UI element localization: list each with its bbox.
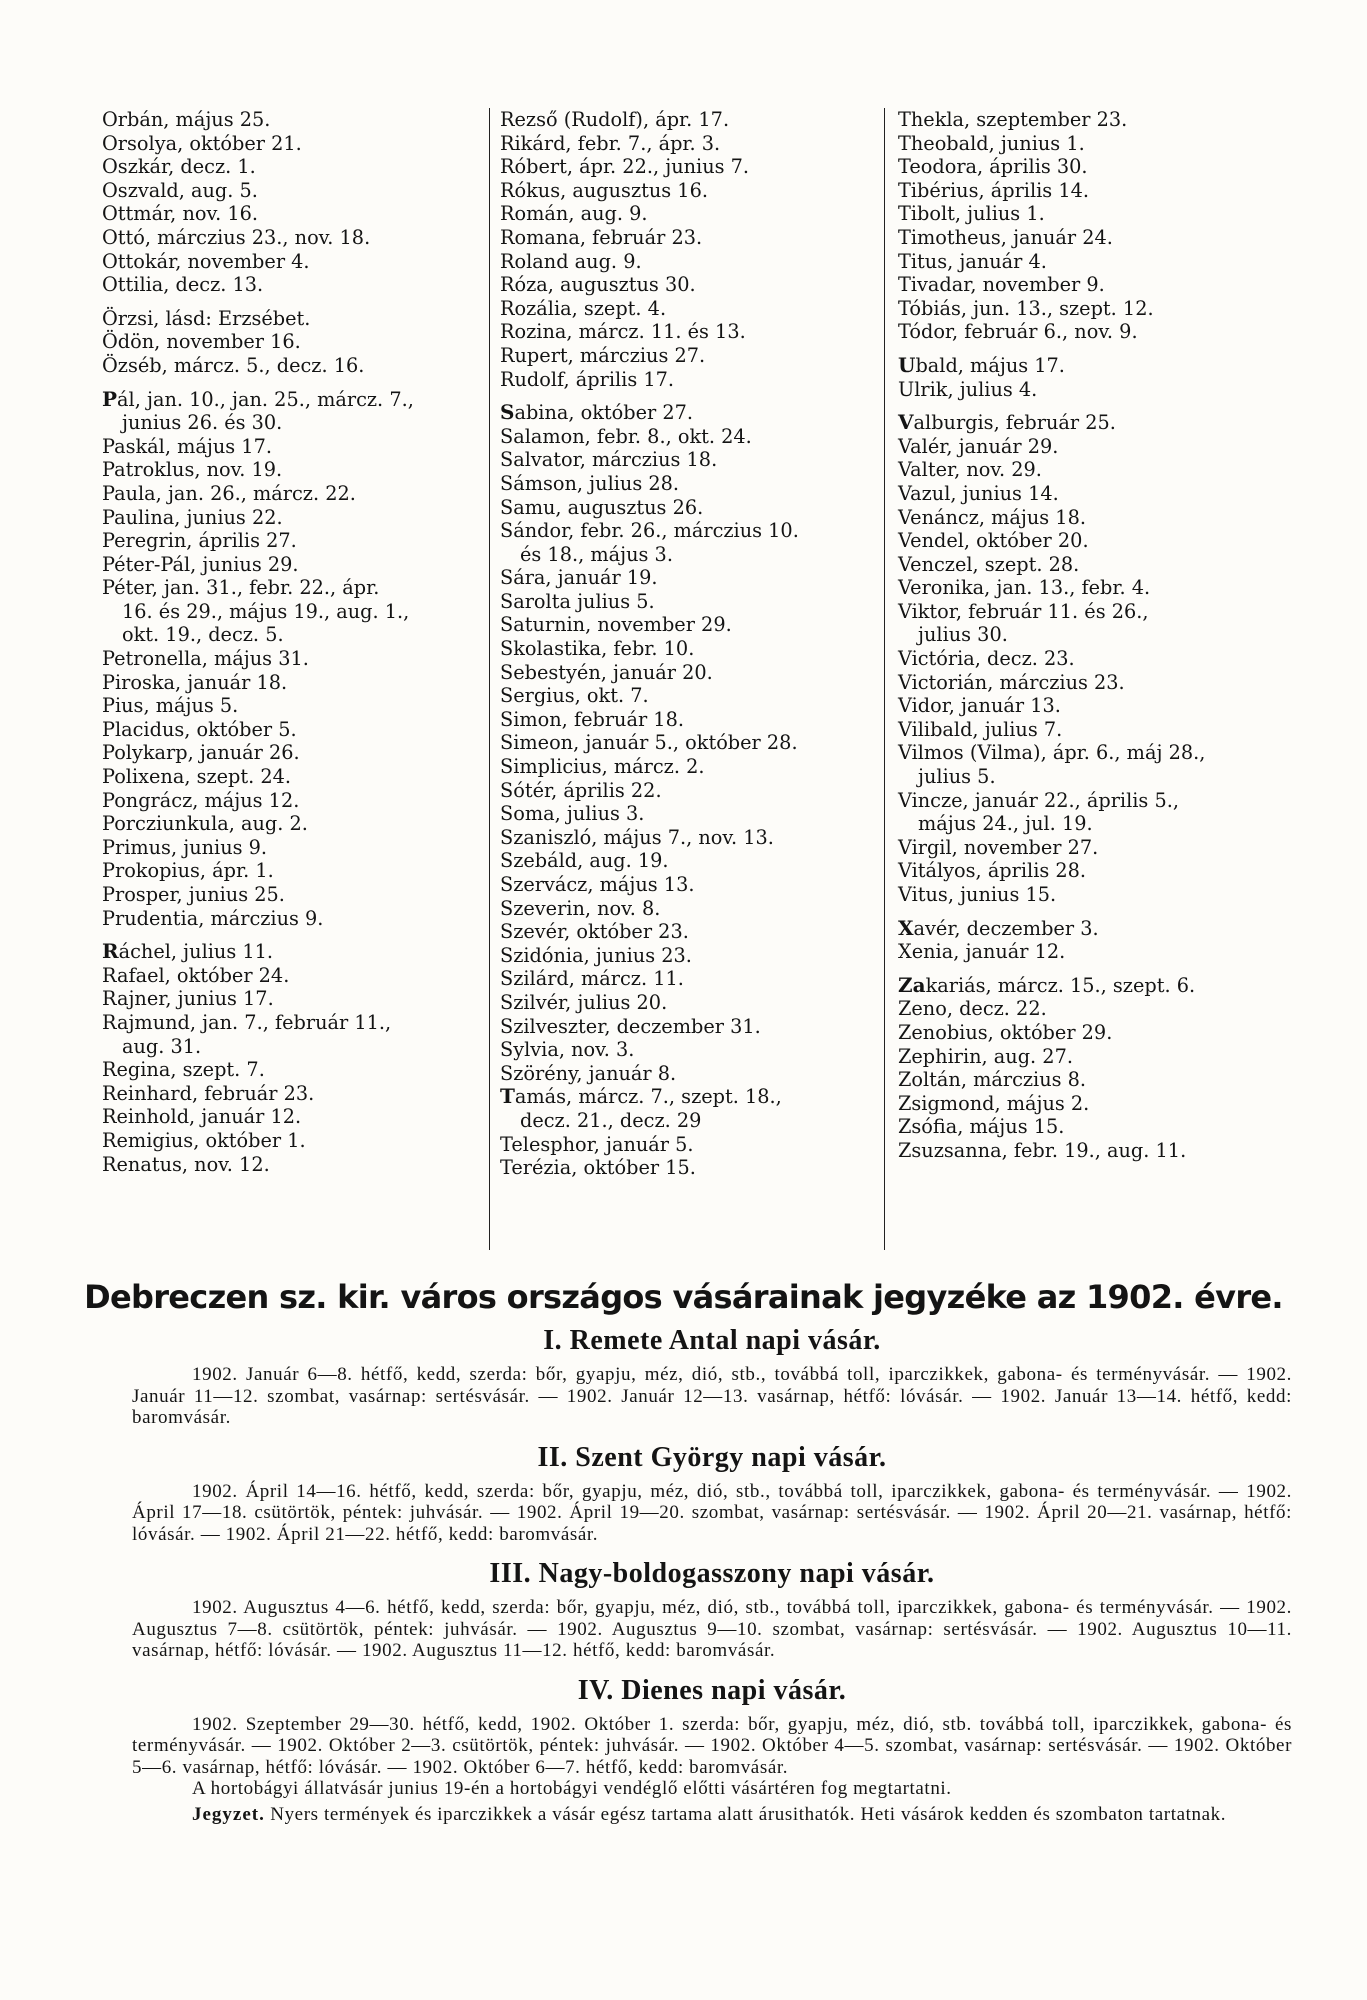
initial-letter: Za	[898, 972, 926, 997]
name-day-entry: Vincze, január 22., április 5.,	[898, 788, 1179, 812]
entry-text: alburgis, február 25.	[913, 411, 1116, 435]
name-day-entry	[500, 1085, 880, 1109]
name-day-entry: Timotheus, január 24.	[898, 225, 1113, 249]
name-day-entry: Péter-Pál, junius 29.	[102, 552, 299, 576]
name-day-entry: Victorián, márczius 23.	[898, 670, 1125, 694]
name-day-entry: Vilibald, julius 7.	[898, 717, 1063, 741]
name-day-entry	[102, 388, 482, 412]
name-day-entry: Paskál, május 17.	[102, 434, 272, 458]
name-day-entry: Orsolya, október 21.	[102, 131, 302, 155]
name-day-entry: Simeon, január 5., október 28.	[500, 731, 798, 755]
name-day-entry: Tibérius, április 14.	[898, 178, 1089, 202]
footnote-label: Jegyzet.	[192, 1803, 265, 1825]
name-day-entry: Pongrácz, május 12.	[102, 788, 300, 812]
name-day-entry: Zeno, decz. 22.	[898, 997, 1047, 1021]
name-day-entry: Viktor, február 11. és 26.,	[898, 599, 1149, 623]
name-day-entry: Prosper, junius 25.	[102, 883, 285, 906]
name-day-entry: Róbert, ápr. 22., junius 7.	[500, 155, 750, 179]
initial-letter: S	[500, 400, 515, 425]
name-day-entry: Polixena, szept. 24.	[102, 765, 292, 789]
name-day-entry	[898, 974, 1318, 998]
name-day-entry: Rajmund, jan. 7., február 11.,	[102, 1010, 392, 1034]
name-day-entry: Oszkár, decz. 1.	[102, 155, 256, 179]
name-day-entry: decz. 21., decz. 29	[520, 1108, 702, 1132]
footnote	[132, 1804, 1292, 1826]
name-day-entry: Ulrik, julius 4.	[898, 377, 1038, 401]
name-day-entry: Sylvia, nov. 3.	[500, 1038, 635, 1062]
name-day-entry: Samu, augusztus 26.	[500, 495, 704, 519]
name-day-entry: Paula, jan. 26., márcz. 22.	[102, 481, 356, 505]
name-day-entry: Szilárd, márcz. 11.	[500, 967, 684, 991]
name-day-entry: Renatus, nov. 12.	[102, 1152, 270, 1176]
entry-text: áchel, julius 11.	[118, 940, 274, 964]
name-day-entry: Sarolta julius 5.	[500, 589, 655, 613]
section-text-remete-antal: 1902. Január 6—8. hétfő, kedd, szerda: bőr, gyapju, méz, dió, stb., továbbá toll, iparczikkek, gabona- és terményvásár. — 1902. Január 11—12. szombat, vasárnap: sertésvásár. — 1902. Január 12—13. vasárnap, hétfő: lóvásár. — 1902. Január 13—14. hétfő, kedd: baromvásár.	[132, 1364, 1292, 1428]
name-day-entry: Rafael, október 24.	[102, 963, 290, 987]
name-day-entry: Valter, nov. 29.	[898, 458, 1042, 482]
name-day-entry: Vendel, október 20.	[898, 529, 1089, 553]
name-day-entry: Venczel, szept. 28.	[898, 552, 1080, 576]
name-day-entry: Skolastika, febr. 10.	[500, 637, 695, 661]
entry-text: avér, deczember 3.	[913, 916, 1099, 940]
entry-text: kariás, márcz. 15., szept. 6.	[925, 973, 1196, 997]
name-day-entry: julius 30.	[918, 623, 1008, 647]
section-heading-remete-antal: I. Remete Antal napi vásár.	[543, 1325, 881, 1356]
name-day-entry: Titus, január 4.	[898, 249, 1047, 273]
name-day-entry: Rajner, junius 17.	[102, 987, 274, 1011]
name-day-entry: Róza, augusztus 30.	[500, 273, 696, 297]
initial-letter: R	[102, 939, 119, 964]
name-day-entry: Simplicius, márcz. 2.	[500, 755, 705, 779]
name-day-entry: Victória, decz. 23.	[898, 647, 1075, 671]
section-heading-szent-gyorgy: II. Szent György napi vásár.	[537, 1441, 887, 1473]
name-day-entry: Reinhard, február 23.	[102, 1081, 315, 1105]
section-heading-dienes: IV. Dienes napi vásár.	[577, 1674, 847, 1706]
name-day-entry: Patroklus, nov. 19.	[102, 458, 283, 482]
column-rule-left	[489, 108, 490, 1250]
name-day-entry: Vitályos, április 28.	[898, 859, 1087, 883]
fair-sections	[132, 1326, 1292, 1825]
name-day-entry: Szervácz, május 13.	[500, 873, 695, 896]
name-day-entry: Venáncz, május 18.	[898, 505, 1086, 529]
name-day-entry: Zoltán, márczius 8.	[898, 1068, 1087, 1092]
name-day-entry: május 24., jul. 19.	[918, 812, 1093, 836]
name-day-entry: Zenobius, október 29.	[898, 1020, 1113, 1044]
name-day-entry: Özséb, márcz. 5., decz. 16.	[102, 353, 365, 377]
name-day-entry: Romana, február 23.	[500, 225, 703, 249]
name-day-entry	[898, 411, 1318, 435]
name-day-entry: Rikárd, febr. 7., ápr. 3.	[500, 131, 721, 155]
name-day-entry: junius 26. és 30.	[122, 411, 283, 435]
name-day-entry: Reinhold, január 12.	[102, 1105, 302, 1129]
name-day-entry: Piroska, január 18.	[102, 670, 288, 694]
name-day-entry: aug. 31.	[122, 1034, 202, 1058]
column-rule-right	[884, 108, 885, 1250]
name-day-entry: Szilveszter, deczember 31.	[500, 1014, 761, 1038]
name-day-entry: Salvator, márczius 18.	[500, 448, 718, 472]
name-day-entry	[500, 401, 880, 425]
name-day-entry: okt. 19., decz. 5.	[122, 623, 284, 647]
name-day-entry: Zephirin, aug. 27.	[898, 1044, 1073, 1068]
name-day-entry: Sára, január 19.	[500, 566, 658, 590]
name-day-entry: Xenia, január 12.	[898, 940, 1066, 964]
name-day-entry: Sergius, okt. 7.	[500, 684, 649, 708]
name-day-entry: Polykarp, január 26.	[102, 741, 300, 765]
name-day-entry: Zsigmond, május 2.	[898, 1091, 1090, 1115]
name-day-entry: Örzsi, lásd: Erzsébet.	[102, 306, 311, 330]
name-day-entry: 16. és 29., május 19., aug. 1.,	[122, 599, 410, 623]
name-day-entry: Rókus, augusztus 16.	[500, 178, 708, 202]
name-day-entry: Rudolf, április 17.	[500, 367, 675, 391]
name-day-entry: Rupert, márczius 27.	[500, 343, 706, 367]
entry-text: amás, márcz. 7., szept. 18.,	[514, 1085, 782, 1109]
name-day-entry: Thekla, szeptember 23.	[898, 108, 1128, 131]
initial-letter: X	[898, 915, 914, 940]
name-day-column-3	[898, 108, 1318, 1163]
name-day-entry: Szörény, január 8.	[500, 1061, 677, 1085]
name-day-entry: Szevér, október 23.	[500, 920, 689, 944]
entry-text: ál, jan. 10., jan. 25., márcz. 7.,	[117, 387, 414, 411]
name-day-entry: Teodora, április 30.	[898, 155, 1088, 179]
name-day-entry: Ottmár, nov. 16.	[102, 202, 258, 226]
name-day-entry: Tivadar, november 9.	[898, 273, 1105, 297]
name-day-entry: Placidus, október 5.	[102, 717, 297, 741]
entry-text: bald, május 17.	[915, 353, 1065, 377]
name-day-entry: Rezső (Rudolf), ápr. 17.	[500, 108, 730, 131]
name-day-entry: Sebestyén, január 20.	[500, 660, 713, 684]
initial-letter: U	[898, 352, 916, 377]
name-day-column-1	[102, 108, 482, 1176]
name-day-entry: Remigius, október 1.	[102, 1128, 306, 1152]
name-day-entry: Telesphor, január 5.	[500, 1132, 694, 1156]
name-day-entry: Szidónia, junius 23.	[500, 943, 692, 967]
name-day-entry: Simon, február 18.	[500, 707, 684, 731]
name-day-entry: Sámson, julius 28.	[500, 471, 680, 495]
name-day-entry: Ottó, márczius 23., nov. 18.	[102, 225, 371, 249]
name-day-entry: Roland aug. 9.	[500, 249, 642, 273]
name-day-entry: Paulina, junius 22.	[102, 505, 283, 529]
name-day-entry: julius 5.	[918, 765, 996, 789]
name-day-entry: Prokopius, ápr. 1.	[102, 859, 274, 883]
initial-letter: T	[500, 1084, 515, 1109]
section-text-nagy-boldogasszony: 1902. Augusztus 4—6. hétfő, kedd, szerda: bőr, gyapju, méz, dió, stb., továbbá toll, iparczikkek, gabona- és terményvásár. — 1902. Augusztus 7—8. csütörtök, péntek: juhvásár. — 1902. Augusztus 9—10. szombat, vasárnap: sertésvásár. — 1902. Augusztus 10—11. vasárnap, hétfő: lóvásár. — 1902. Augusztus 11—12. hétfő, kedd: baromvásár.	[132, 1597, 1292, 1661]
entry-text: abina, október 27.	[514, 401, 694, 425]
name-day-entry: Ottilia, decz. 13.	[102, 273, 264, 297]
name-day-entry: Zsuzsanna, febr. 19., aug. 11.	[898, 1138, 1187, 1162]
name-day-entry: Theobald, junius 1.	[898, 131, 1085, 155]
name-day-entry: Tóbiás, jun. 13., szept. 12.	[898, 296, 1154, 320]
name-day-entry: Vitus, junius 15.	[898, 883, 1057, 906]
name-day-entry: Pius, május 5.	[102, 694, 239, 718]
initial-letter: V	[898, 410, 914, 435]
name-day-entry	[898, 917, 1318, 941]
name-day-entry: Sándor, febr. 26., márczius 10.	[500, 519, 799, 543]
name-day-entry: Veronika, jan. 13., febr. 4.	[898, 576, 1151, 600]
name-day-entry: Soma, julius 3.	[500, 802, 645, 826]
name-day-entry: Ödön, november 16.	[102, 330, 301, 354]
name-day-entry: Zsófia, május 15.	[898, 1115, 1065, 1139]
name-day-entry: Ottokár, november 4.	[102, 249, 310, 273]
name-day-entry: Oszvald, aug. 5.	[102, 178, 258, 202]
name-day-entry: Peregrin, április 27.	[102, 529, 297, 553]
name-day-entry: Sótér, április 22.	[500, 778, 662, 802]
name-day-entry: Szeverin, nov. 8.	[500, 896, 661, 920]
name-day-entry: Vazul, junius 14.	[898, 481, 1059, 505]
name-day-entry: Petronella, május 31.	[102, 647, 309, 671]
name-day-entry: Virgil, november 27.	[898, 835, 1099, 859]
name-day-entry: Vidor, január 13.	[898, 694, 1061, 718]
name-day-entry: Primus, junius 9.	[102, 835, 268, 859]
name-day-entry: Tódor, február 6., nov. 9.	[898, 320, 1138, 344]
name-day-entry: Regina, szept. 7.	[102, 1058, 265, 1082]
name-day-entry: Valér, január 29.	[898, 434, 1059, 458]
fair-list-title: Debreczen sz. kir. város országos vásárainak jegyzéke az 1902. évre.	[84, 1278, 1283, 1316]
section-text-dienes: 1902. Szeptember 29—30. hétfő, kedd, 1902. Október 1. szerda: bőr, gyapju, méz, dió, stb. továbbá toll, iparczikkek, gabona- és terményvásár. — 1902. Október 2—3. csütörtök, péntek: juhvásár. — 1902. Október 4—5. szombat, vasárnap: sertésvásár. — 1902. Október 5—6. vasárnap, hétfő: lóvásár. — 1902. Október 6—7. hétfő, kedd: baromvásár.	[132, 1713, 1292, 1778]
name-day-entry: Vilmos (Vilma), ápr. 6., máj 28.,	[898, 741, 1206, 765]
hortobagy-fair-note: A hortobágyi állatvásár junius 19-én a hortobágyi vendéglő előtti vásártéren fog megtartatni.	[192, 1778, 952, 1799]
name-day-entry: Péter, jan. 31., febr. 22., ápr.	[102, 576, 380, 600]
name-day-entry: Szilvér, julius 20.	[500, 990, 668, 1014]
name-day-entry: Saturnin, november 29.	[500, 613, 732, 637]
name-day-entry: Orbán, május 25.	[102, 108, 271, 131]
footnote-text: Nyers termények és iparczikkek a vásár egész tartama alatt árusithatók. Heti vásárok kedden és szombaton tartatnak.	[270, 1803, 1227, 1825]
name-day-entry: Salamon, febr. 8., okt. 24.	[500, 424, 752, 448]
name-day-entry: Tibolt, julius 1.	[898, 202, 1045, 226]
section-text-szent-gyorgy: 1902. Ápril 14—16. hétfő, kedd, szerda: bőr, gyapju, méz, dió, stb., továbbá toll, iparczikkek, gabona- és terményvásár. — 1902. Ápril 17—18. csütörtök, péntek: juhvásár. — 1902. Ápril 19—20. szombat, vasárnap: sertésvásár. — 1902. Ápril 20—21. vasárnap, hétfő: lóvásár. — 1902. Ápril 21—22. hétfő, kedd: baromvásár.	[132, 1480, 1292, 1545]
name-day-entry: Prudentia, márczius 9.	[102, 906, 324, 930]
initial-letter: P	[102, 386, 118, 411]
name-day-entry	[898, 354, 1318, 378]
name-day-entry: Porcziunkula, aug. 2.	[102, 812, 308, 836]
name-day-entry: Román, aug. 9.	[500, 202, 648, 226]
name-day-column-2	[500, 108, 880, 1180]
name-day-entry: Terézia, október 15.	[500, 1156, 696, 1180]
name-day-entry: és 18., május 3.	[520, 542, 673, 566]
name-day-entry: Rozina, márcz. 11. és 13.	[500, 320, 746, 344]
name-day-entry	[102, 940, 482, 964]
section-heading-nagy-boldogasszony: III. Nagy-boldogasszony napi vásár.	[489, 1558, 935, 1589]
name-day-entry: Rozália, szept. 4.	[500, 296, 667, 320]
name-day-entry: Szebáld, aug. 19.	[500, 849, 669, 873]
name-day-entry: Szaniszló, május 7., nov. 13.	[500, 825, 774, 849]
